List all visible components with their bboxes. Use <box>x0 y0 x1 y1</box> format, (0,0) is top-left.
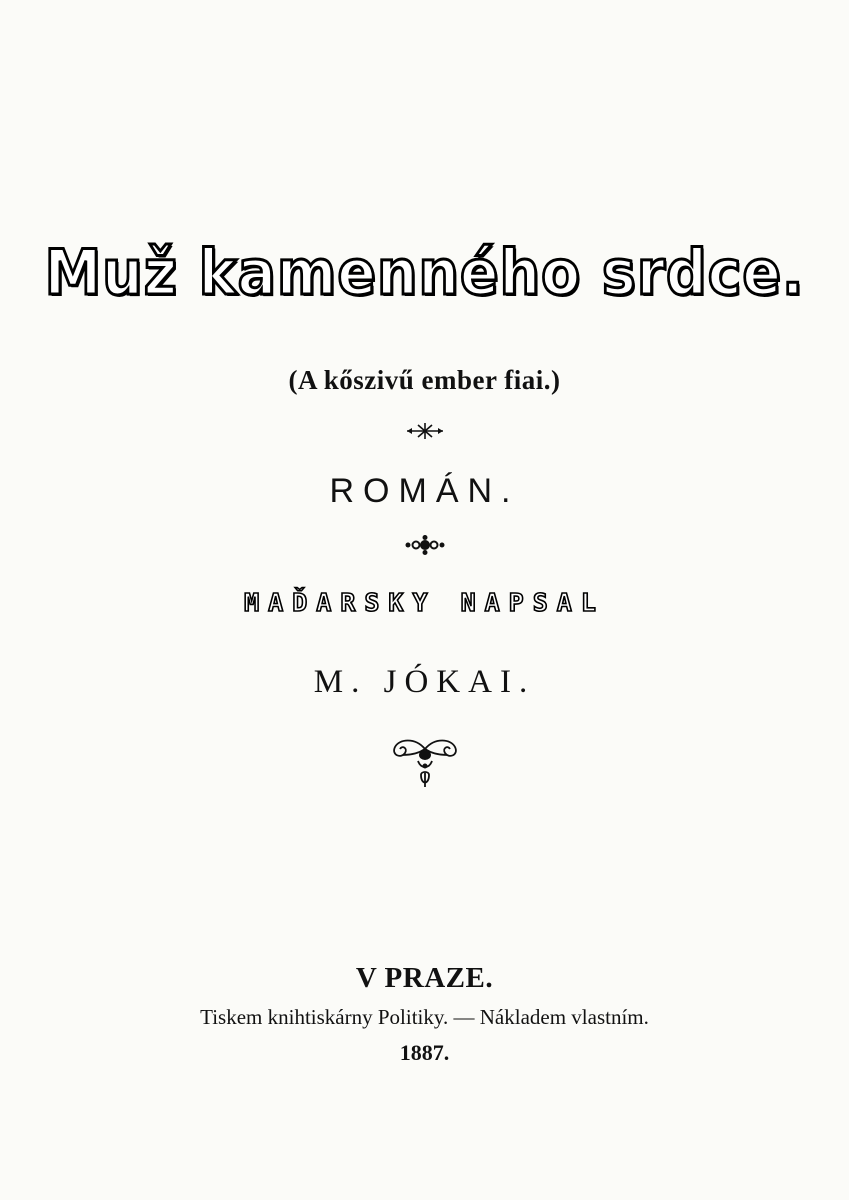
star-ornament-icon <box>0 421 849 441</box>
book-subtitle: (A kőszivű ember fiai.) <box>288 365 561 395</box>
flourish-ornament-icon <box>0 534 849 556</box>
printer-line: Tiskem knihtiskárny Politiky. — Nákladem vlastním. <box>200 1005 649 1029</box>
genre-label: ROMÁN. <box>329 472 520 510</box>
translation-credit: MAĎARSKY NAPSAL <box>244 588 605 617</box>
publication-city: V PRAZE. <box>355 962 494 994</box>
publication-year: 1887. <box>399 1040 450 1065</box>
author-name: M. JÓKAI. <box>313 664 536 700</box>
book-title: Muž kamenného srdce. <box>44 236 805 309</box>
floral-vignette-icon <box>0 735 849 791</box>
